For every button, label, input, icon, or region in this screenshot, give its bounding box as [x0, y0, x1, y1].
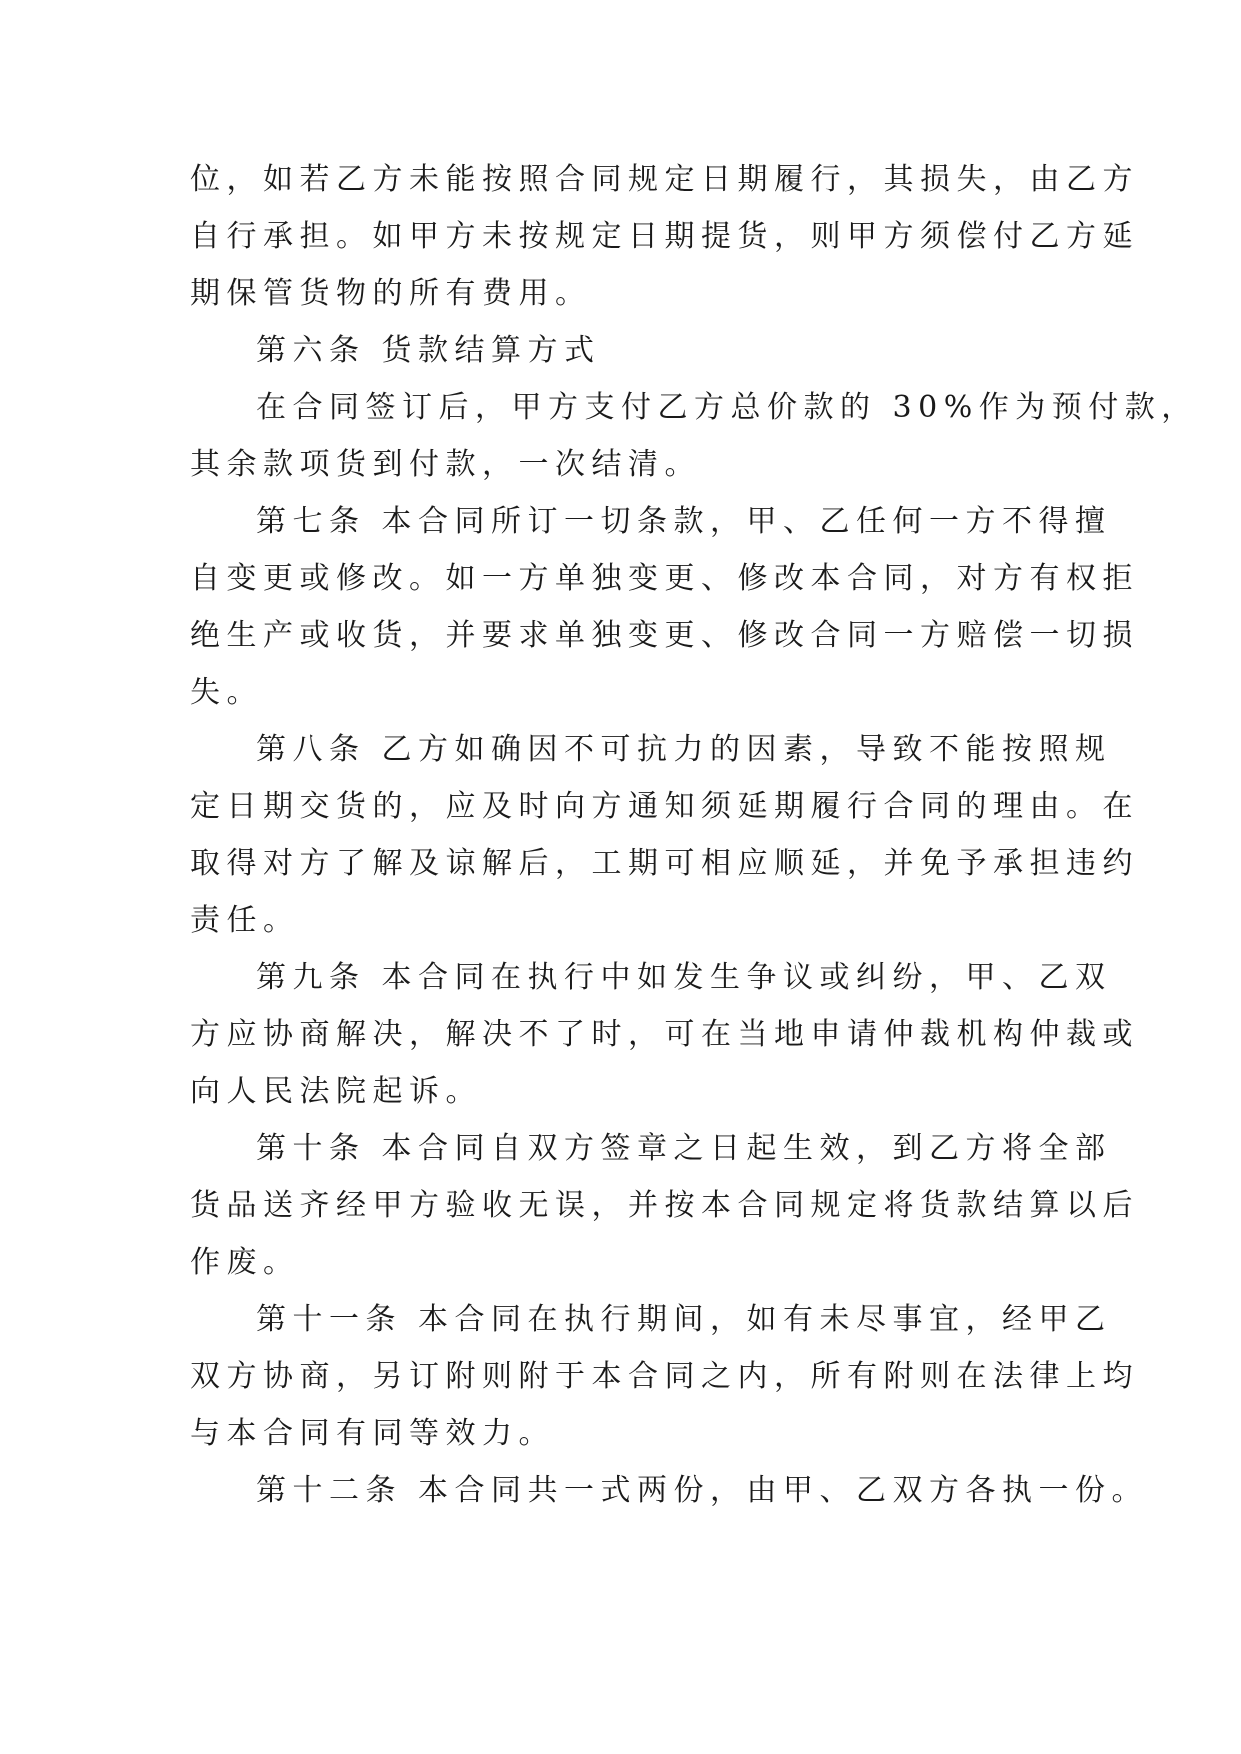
text-line: 方应协商解决，解决不了时，可在当地申请仲裁机构仲裁或 — [190, 1017, 1139, 1052]
document-body — [190, 160, 1198, 1528]
text-line: 与本合同有同等效力。 — [190, 1416, 555, 1451]
article-12: 第十二条 本合同共一式两份，由甲、乙双方各执一份。 — [256, 1473, 1149, 1508]
text-line: 向人民法院起诉。 — [190, 1074, 482, 1109]
article-11: 第十一条 本合同在执行期间，如有未尽事宜，经甲乙 — [256, 1302, 1112, 1337]
text-line: 自行承担。如甲方未按规定日期提货，则甲方须偿付乙方延 — [190, 219, 1139, 254]
text-line: 作废。 — [190, 1245, 300, 1280]
text-line: 绝生产或收货，并要求单独变更、修改合同一方赔偿一切损 — [190, 618, 1139, 653]
text-line: 取得对方了解及谅解后，工期可相应顺延，并免予承担违约 — [190, 846, 1139, 881]
text-line: 在合同签订后，甲方支付乙方总价款的 30%作为预付款， — [256, 390, 1198, 425]
article-8: 第八条 乙方如确因不可抗力的因素，导致不能按照规 — [256, 732, 1112, 767]
article-10: 第十条 本合同自双方签章之日起生效，到乙方将全部 — [256, 1131, 1112, 1166]
text-line: 责任。 — [190, 903, 300, 938]
text-line: 其余款项货到付款，一次结清。 — [190, 447, 701, 482]
text-line: 定日期交货的，应及时向方通知须延期履行合同的理由。在 — [190, 789, 1139, 824]
section-heading-6: 第六条 货款结算方式 — [256, 333, 601, 368]
article-7: 第七条 本合同所订一切条款，甲、乙任何一方不得擅 — [256, 504, 1112, 539]
text-line: 货品送齐经甲方验收无误，并按本合同规定将货款结算以后 — [190, 1188, 1139, 1223]
text-line: 期保管货物的所有费用。 — [190, 276, 592, 311]
text-line: 自变更或修改。如一方单独变更、修改本合同，对方有权拒 — [190, 561, 1139, 596]
text-line: 双方协商，另订附则附于本合同之内，所有附则在法律上均 — [190, 1359, 1139, 1394]
article-9: 第九条 本合同在执行中如发生争议或纠纷，甲、乙双 — [256, 960, 1112, 995]
text-line: 位，如若乙方未能按照合同规定日期履行，其损失，由乙方 — [190, 162, 1139, 197]
text-line: 失。 — [190, 675, 263, 710]
